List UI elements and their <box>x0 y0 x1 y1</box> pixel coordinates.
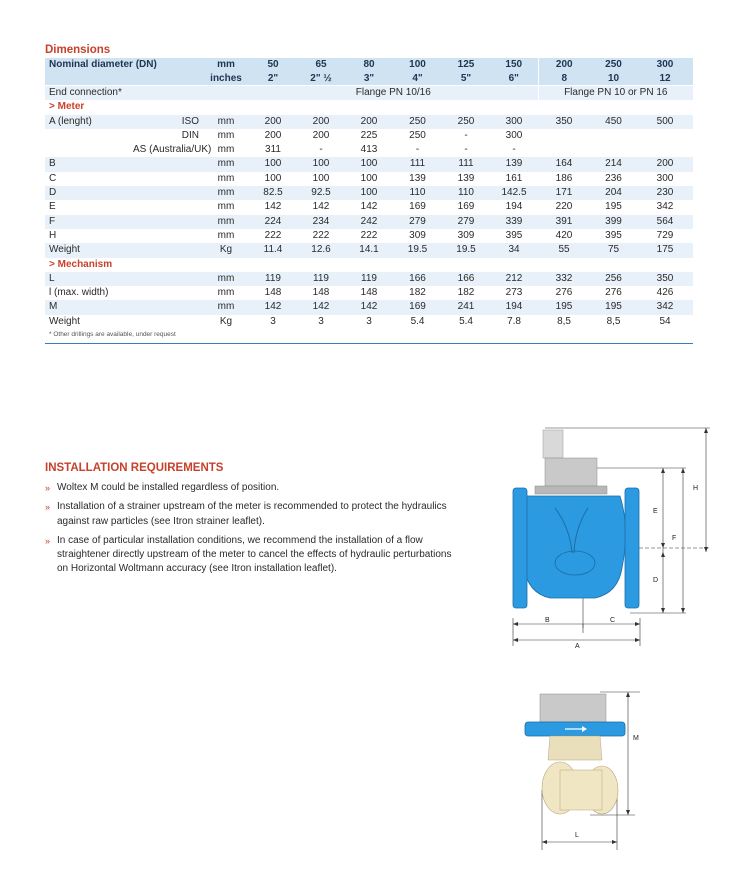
footnote-row <box>45 329 693 341</box>
row-value: 5.4 <box>410 315 425 327</box>
row-unit: mm <box>217 229 235 241</box>
row-value: 395 <box>505 229 523 241</box>
row-value: 222 <box>264 229 282 241</box>
row-value: 171 <box>538 186 590 200</box>
row-value <box>637 129 693 143</box>
row-sublabel <box>133 186 203 200</box>
dim-label-f: F <box>672 535 677 542</box>
row-value: 8,5 <box>557 315 571 327</box>
end-connection-group2: Flange PN 10 or PN 16 <box>538 86 693 101</box>
row-value: 111 <box>442 157 490 171</box>
row-value: 139 <box>457 172 475 184</box>
dn-inches-header: 6" <box>490 72 538 86</box>
meter-section-label: > Meter <box>49 101 85 113</box>
row-value: 3 <box>318 315 324 327</box>
meter-dimension-drawing <box>500 418 715 650</box>
row-value: 142 <box>249 300 297 314</box>
row-value: 225 <box>360 129 378 141</box>
row-label: Weight <box>49 315 80 327</box>
row-value: 395 <box>605 229 622 241</box>
row-value: 169 <box>393 300 442 314</box>
row-sublabel <box>133 215 203 229</box>
dim-label-m: M <box>633 735 639 742</box>
row-value: 139 <box>409 172 426 184</box>
dn-inches-header: 8 <box>538 72 590 86</box>
row-value: 111 <box>393 157 442 171</box>
row-label: C <box>49 172 57 184</box>
dn-inches-header: 5" <box>442 72 490 86</box>
row-value: 195 <box>605 201 622 213</box>
row-sublabel <box>133 229 203 243</box>
row-label: L <box>45 272 203 286</box>
row-unit: mm <box>203 157 249 171</box>
row-value: 250 <box>393 115 442 129</box>
row-value: 230 <box>637 186 693 200</box>
row-value: 413 <box>360 144 378 156</box>
row-unit: Kg <box>219 315 233 327</box>
row-value: 300 <box>656 172 674 184</box>
row-value: 34 <box>490 243 538 257</box>
outlet-flange <box>625 488 639 608</box>
row-value: 564 <box>637 215 693 229</box>
dn-inches-header: 12 <box>637 72 693 86</box>
row-value: - <box>464 144 468 156</box>
row-value: 142 <box>345 300 393 314</box>
row-label: F <box>45 215 133 229</box>
row-value <box>538 129 590 143</box>
row-value: 142 <box>264 201 282 213</box>
row-value: 200 <box>249 115 297 129</box>
row-value: 175 <box>637 243 693 257</box>
dn-inches-header: 2" ½ <box>297 72 345 86</box>
row-value: 250 <box>442 115 490 129</box>
row-value: 100 <box>264 172 282 184</box>
dn-mm-header: 65 <box>297 58 345 72</box>
row-value: - <box>415 144 420 156</box>
row-value: 119 <box>249 272 297 286</box>
row-value: 14.1 <box>345 243 393 257</box>
table-row <box>45 215 693 229</box>
row-label: H <box>49 229 57 241</box>
row-value: 241 <box>442 300 490 314</box>
row-value: - <box>319 144 323 156</box>
row-value <box>538 143 590 157</box>
table-row <box>45 300 693 314</box>
row-value: 222 <box>312 229 330 241</box>
row-sublabel <box>133 200 203 214</box>
table-row <box>45 172 693 186</box>
row-value: 166 <box>393 272 442 286</box>
row-value: 500 <box>637 115 693 129</box>
row-value: 19.5 <box>442 243 490 257</box>
end-connection-label: End connection* <box>45 86 249 101</box>
register-cover <box>543 430 563 458</box>
meter-section-row <box>45 100 693 114</box>
row-value: 222 <box>360 229 378 241</box>
row-sublabel: AS (Australia/UK) <box>133 144 212 156</box>
row-value: 311 <box>265 144 281 156</box>
dim-label-b: B <box>545 617 550 624</box>
installation-item <box>45 534 465 577</box>
row-sublabel <box>133 157 203 171</box>
row-value: 200 <box>312 129 330 141</box>
row-value: 100 <box>345 186 393 200</box>
row-value: 350 <box>637 272 693 286</box>
dn-mm-header: 150 <box>490 58 538 72</box>
bullet-icon: » <box>45 502 51 513</box>
row-value: 279 <box>442 215 490 229</box>
row-value: 142 <box>297 300 345 314</box>
row-value: 204 <box>590 186 637 200</box>
row-value: 164 <box>538 157 590 171</box>
row-sublabel: ISO <box>133 115 203 129</box>
dimensions-table <box>45 58 693 341</box>
row-value: 119 <box>345 272 393 286</box>
row-value: 220 <box>555 201 573 213</box>
dn-mm-header: 250 <box>590 58 637 72</box>
footnote: * Other drillings are available, under request <box>49 331 176 339</box>
table-row <box>45 243 693 257</box>
dim-label-e: E <box>653 508 658 515</box>
row-value: 119 <box>297 272 345 286</box>
row-unit: mm <box>217 201 235 213</box>
row-value: 342 <box>656 201 674 213</box>
row-value: 332 <box>538 272 590 286</box>
dn-mm-header: 50 <box>249 58 297 72</box>
dn-inches-header: 2" <box>249 72 297 86</box>
row-value: 169 <box>457 201 475 213</box>
dn-inches-header: 3" <box>345 72 393 86</box>
table-row <box>45 286 693 300</box>
installation-list <box>45 481 465 582</box>
row-value: 426 <box>656 287 674 299</box>
row-value: 110 <box>442 186 490 200</box>
mechanism-section-row <box>45 258 693 272</box>
dn-inches-header: 10 <box>590 72 637 86</box>
table-cell <box>45 72 203 86</box>
register-head <box>545 458 597 486</box>
mechanism-section-label: > Mechanism <box>49 258 113 270</box>
table-row <box>45 229 693 243</box>
row-unit: mm <box>203 115 249 129</box>
row-label <box>45 129 133 143</box>
row-value: 200 <box>264 129 282 141</box>
row-label: M <box>45 300 203 314</box>
row-value: 19.5 <box>393 243 442 257</box>
end-connection-group1: Flange PN 10/16 <box>249 86 538 101</box>
installation-item-text: Woltex M could be installed regardless of position. <box>57 482 280 493</box>
row-value: 54 <box>659 315 671 327</box>
row-value: 142.5 <box>490 186 538 200</box>
unit-mm-label: mm <box>203 58 249 72</box>
row-value: 276 <box>555 287 573 299</box>
row-label: Weight <box>45 243 133 257</box>
table-row <box>45 186 693 200</box>
row-unit: mm <box>203 272 249 286</box>
row-value: 276 <box>605 287 622 299</box>
row-value <box>590 129 637 143</box>
dn-mm-header: 200 <box>538 58 590 72</box>
installation-item <box>45 481 465 495</box>
row-value: 5.4 <box>459 315 473 327</box>
row-value: 729 <box>656 229 674 241</box>
dimensions-title: Dimensions <box>45 44 111 56</box>
row-value: 100 <box>249 157 297 171</box>
row-unit: mm <box>217 172 235 184</box>
row-value: - <box>464 129 468 141</box>
row-value: 55 <box>538 243 590 257</box>
row-unit: mm <box>217 129 235 141</box>
row-value: 92.5 <box>297 186 345 200</box>
row-value: 195 <box>538 300 590 314</box>
row-value: 3 <box>366 315 372 327</box>
row-value: 200 <box>345 115 393 129</box>
row-value: 342 <box>637 300 693 314</box>
row-value: 11.4 <box>249 243 297 257</box>
installation-item-text: In case of particular installation conditions, we recommend the installation of a flow straightener directly upstream of the meter to cancel the effects of hydraulic perturbations on Horizontal Woltmann accuracy (see Itron installation leaflet). <box>57 534 452 575</box>
dn-mm-header: 300 <box>637 58 693 72</box>
row-value <box>637 143 693 157</box>
bullet-icon: » <box>45 535 51 546</box>
installation-item-text: Installation of a strainer upstream of the meter is recommended to protect the hydraulics against raw particles (see Itron strainer leaflet). <box>57 501 447 527</box>
row-value: 273 <box>505 287 523 299</box>
nominal-diameter-label: Nominal diameter (DN) <box>45 58 203 72</box>
row-value: 236 <box>605 172 622 184</box>
row-value: 224 <box>249 215 297 229</box>
row-unit: mm <box>203 300 249 314</box>
row-value: 139 <box>490 157 538 171</box>
row-value: 3 <box>270 315 276 327</box>
table-row <box>45 157 693 171</box>
row-unit: mm <box>203 186 249 200</box>
row-label: D <box>45 186 133 200</box>
row-label: l (max. width) <box>49 287 109 299</box>
row-value: 194 <box>490 300 538 314</box>
row-value: 186 <box>555 172 573 184</box>
row-unit: mm <box>217 287 235 299</box>
row-value: 194 <box>505 201 523 213</box>
installation-title: INSTALLATION REQUIREMENTS <box>45 462 224 474</box>
installation-item <box>45 500 465 529</box>
row-value: 142 <box>360 201 378 213</box>
row-label: B <box>45 157 133 171</box>
row-value: 182 <box>409 287 426 299</box>
row-unit: Kg <box>203 243 249 257</box>
row-value: 195 <box>590 300 637 314</box>
dim-label-h: H <box>693 485 699 492</box>
row-value: 339 <box>490 215 538 229</box>
row-sublabel <box>133 243 203 257</box>
table-row <box>45 129 693 143</box>
row-value: - <box>512 144 516 156</box>
meter-body <box>519 496 625 598</box>
row-value: 100 <box>360 172 378 184</box>
row-value: 350 <box>538 115 590 129</box>
row-value: 148 <box>360 287 378 299</box>
row-value: 256 <box>590 272 637 286</box>
row-value: 242 <box>345 215 393 229</box>
row-value: 200 <box>297 115 345 129</box>
row-value: 420 <box>555 229 573 241</box>
row-value: 309 <box>409 229 426 241</box>
row-value: 12.6 <box>297 243 345 257</box>
row-value <box>590 143 637 157</box>
row-value: 214 <box>590 157 637 171</box>
row-value: 148 <box>312 287 330 299</box>
row-value: 161 <box>505 172 523 184</box>
table-row <box>45 115 693 129</box>
row-value: 7.8 <box>507 315 521 327</box>
row-label: E <box>49 201 56 213</box>
row-value: 8,5 <box>606 315 621 327</box>
row-value: 169 <box>409 201 426 213</box>
mechanism-dimension-drawing <box>520 690 670 850</box>
end-connection-row <box>45 86 693 101</box>
dn-mm-header: 125 <box>442 58 490 72</box>
row-sublabel: DIN <box>181 129 200 141</box>
table-bottom-rule <box>45 343 693 344</box>
header-row-mm <box>45 58 693 72</box>
row-value: 200 <box>637 157 693 171</box>
table-row <box>45 272 693 286</box>
dn-mm-header: 100 <box>393 58 442 72</box>
row-value: 75 <box>590 243 637 257</box>
row-value: 250 <box>409 129 426 141</box>
row-value: 182 <box>457 287 475 299</box>
bullet-icon: » <box>45 483 51 493</box>
row-value: 100 <box>297 157 345 171</box>
table-row <box>45 143 693 157</box>
dim-label-c: C <box>610 617 616 624</box>
unit-inches-label: inches <box>203 72 249 86</box>
table-row <box>45 315 693 329</box>
row-value: 142 <box>312 201 330 213</box>
row-value: 309 <box>457 229 475 241</box>
row-value: 399 <box>590 215 637 229</box>
row-value: 234 <box>297 215 345 229</box>
row-value: 300 <box>490 115 538 129</box>
dim-label-d: D <box>653 577 659 584</box>
row-label <box>45 143 133 157</box>
row-value: 100 <box>312 172 330 184</box>
row-unit: mm <box>217 144 235 156</box>
row-value: 100 <box>345 157 393 171</box>
row-value: 166 <box>442 272 490 286</box>
row-value: 450 <box>590 115 637 129</box>
dn-inches-header: 4" <box>393 72 442 86</box>
row-value: 148 <box>264 287 282 299</box>
row-value: 279 <box>393 215 442 229</box>
row-value: 300 <box>505 129 523 141</box>
header-row-inches <box>45 72 693 86</box>
row-sublabel <box>133 172 203 186</box>
dim-label-l: L <box>575 832 579 839</box>
dim-label-a: A <box>575 643 580 650</box>
row-label: A (lenght) <box>45 115 133 129</box>
row-value: 212 <box>490 272 538 286</box>
mechanism-register <box>540 694 606 722</box>
inlet-flange <box>513 488 527 608</box>
row-value: 82.5 <box>249 186 297 200</box>
row-value: 391 <box>538 215 590 229</box>
dn-mm-header: 80 <box>345 58 393 72</box>
row-value: 110 <box>393 186 442 200</box>
row-unit: mm <box>203 215 249 229</box>
table-row <box>45 200 693 214</box>
